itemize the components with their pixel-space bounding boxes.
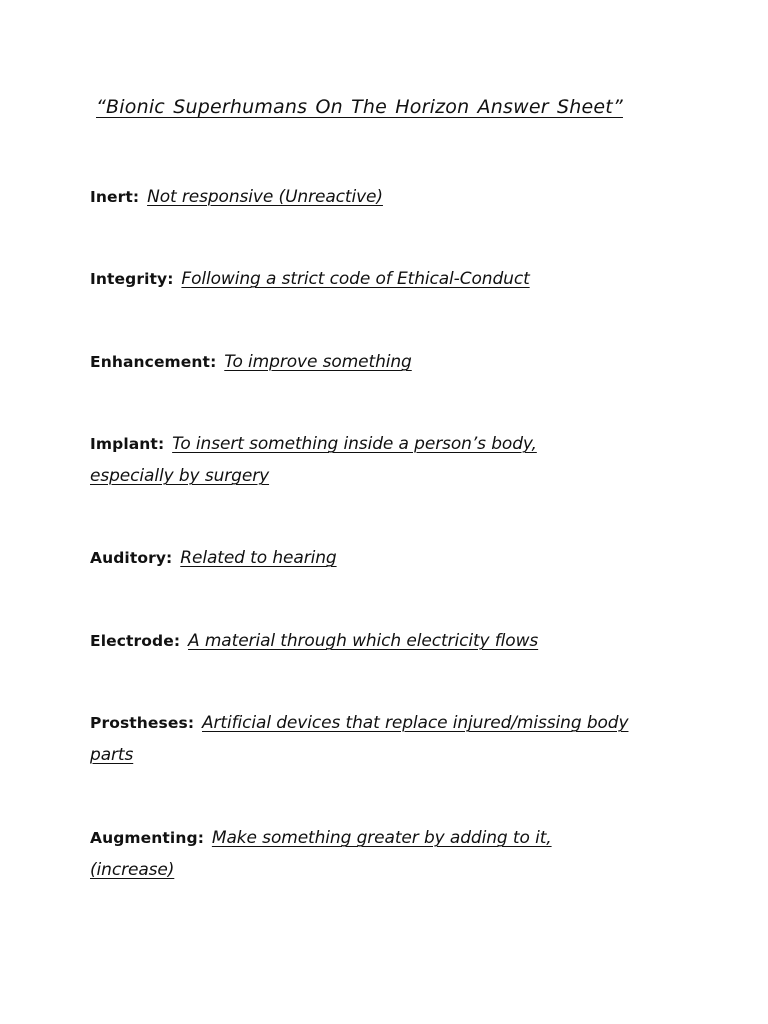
term-separator: : [166,549,173,567]
term-separator: : [132,188,140,206]
term-label: Integrity [90,270,168,288]
term-separator: : [197,829,204,847]
term-definition: A material through which electricity flows [188,631,539,651]
term-label: Auditory [90,549,167,567]
term-label: Augmenting [90,829,198,847]
term-definition: Not responsive (Unreactive) [147,187,383,207]
vocab-entry-augmenting [90,822,615,886]
vocab-entry-integrity [90,263,670,295]
term-separator: : [187,714,195,732]
term-separator: : [167,270,174,288]
term-separator: : [157,435,165,453]
vocab-entry-electrode [90,625,670,657]
term-definition: Make something greater by adding to it, (increase) [90,828,552,880]
term-definition: Artificial devices that replace injured/missing body parts [90,713,629,765]
term-label: Implant [90,435,158,453]
vocab-entry-inert [90,181,670,213]
term-label: Electrode [90,632,174,650]
vocab-entry-prostheses [90,707,660,771]
vocab-entry-enhancement [90,346,670,378]
term-label: Enhancement [90,353,211,371]
term-definition: Following a strict code of Ethical-Conduct [181,269,530,289]
term-definition: To insert something inside a person’s body, especially by surgery [90,434,537,486]
term-definition: To improve something [224,352,412,372]
term-separator: : [210,353,217,371]
term-definition: Related to hearing [180,548,337,568]
term-separator: : [173,632,181,650]
vocab-entry-implant [90,428,600,492]
term-label: Prostheses [90,714,188,732]
term-label: Inert [90,188,133,206]
page-title: “Bionic Superhumans On The Horizon Answer Sheet” [96,96,623,118]
vocab-entry-auditory [90,542,670,574]
